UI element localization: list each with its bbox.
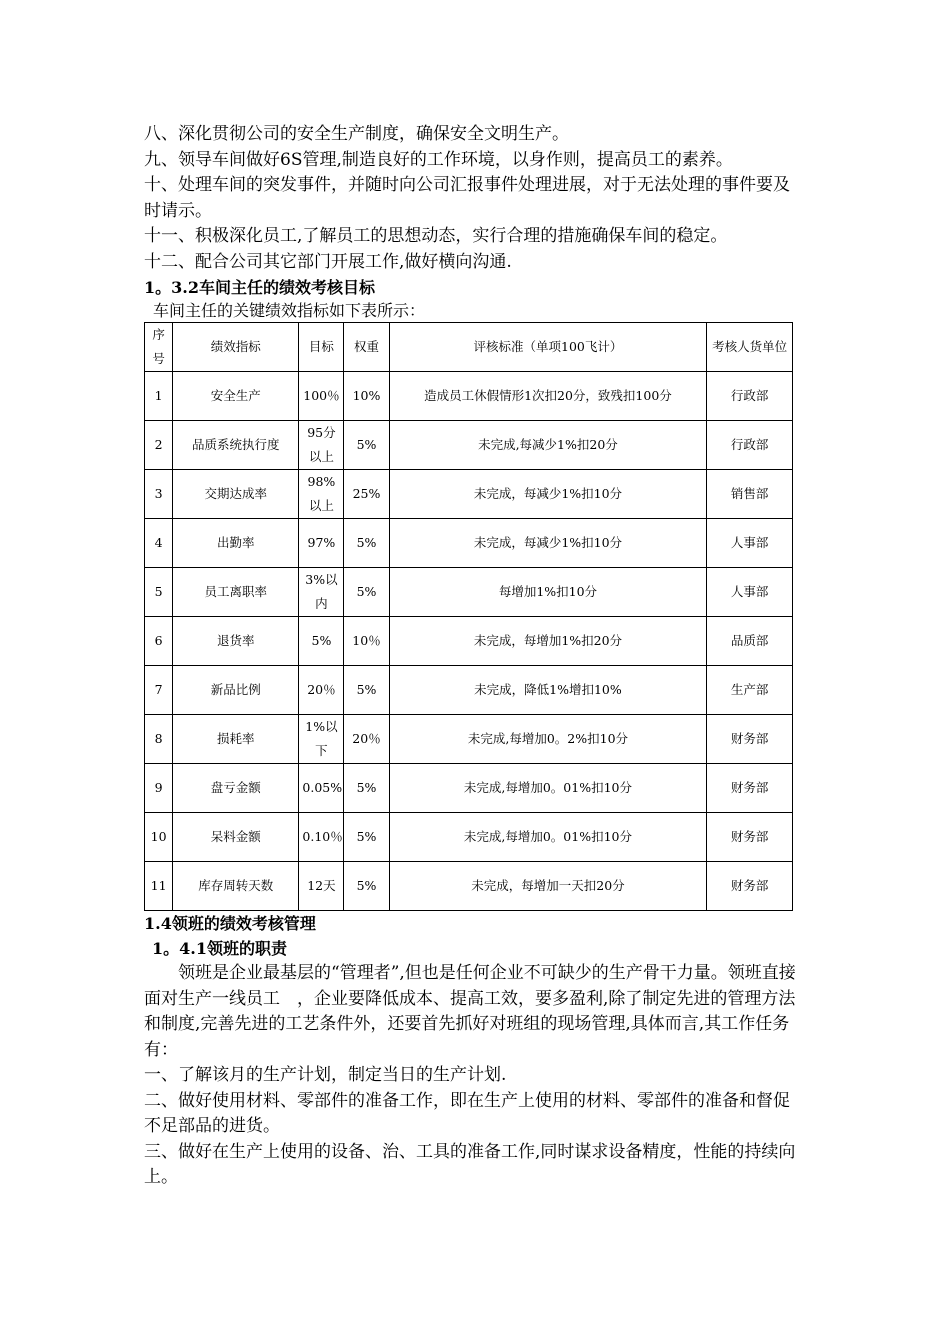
cell-target: 3%以内 [299,568,344,617]
cell-index: 11 [145,862,173,911]
top-duties-list [144,122,806,275]
header-department: 考核人货单位 [707,323,793,372]
header-criteria: 评核标准（单项100飞计） [389,323,707,372]
table-row [145,421,793,470]
task-item-3: 三、做好在生产上使用的设备、治、工具的准备工作,同时谋求设备精度，性能的持续向上。 [144,1141,796,1187]
table-row [145,862,793,911]
cell-weight: 10% [344,372,389,421]
header-indicator: 绩效指标 [173,323,299,372]
cell-indicator: 新品比例 [173,666,299,715]
header-index: 序号 [145,323,173,372]
cell-criteria: 未完成,每增加0。01%扣10分 [389,764,707,813]
table-header-row [145,323,793,372]
cell-target: 20％ [299,666,344,715]
header-target: 目标 [299,323,344,372]
cell-criteria: 未完成,每增加0。2%扣10分 [389,715,707,764]
cell-index: 8 [145,715,173,764]
cell-indicator: 安全生产 [173,372,299,421]
task-item-2: 二、做好使用材料、零部件的准备工作，即在生产上使用的材料、零部件的准备和督促不足部品的进货。 [144,1090,790,1136]
duty-item-12: 十二、配合公司其它部门开展工作,做好横向沟通. [144,251,512,272]
table-row [145,813,793,862]
cell-criteria: 未完成,每减少1%扣20分 [389,421,707,470]
table-row [145,764,793,813]
cell-index: 5 [145,568,173,617]
table-row [145,519,793,568]
cell-index: 2 [145,421,173,470]
table-row [145,715,793,764]
cell-criteria: 未完成，每增加1%扣20分 [389,617,707,666]
cell-weight: 20％ [344,715,389,764]
cell-indicator: 出勤率 [173,519,299,568]
cell-department: 品质部 [707,617,793,666]
cell-target: 95分以上 [299,421,344,470]
cell-index: 7 [145,666,173,715]
cell-indicator: 呆料金额 [173,813,299,862]
cell-weight: 5% [344,862,389,911]
cell-weight: 5% [344,666,389,715]
cell-criteria: 未完成，降低1%增扣10% [389,666,707,715]
cell-target: 0.05% [299,764,344,813]
cell-department: 销售部 [707,470,793,519]
cell-indicator: 交期达成率 [173,470,299,519]
cell-index: 9 [145,764,173,813]
table-row [145,470,793,519]
cell-target: 100％ [299,372,344,421]
cell-criteria: 未完成,每增加0。01%扣10分 [389,813,707,862]
table-intro: 车间主任的关键绩效指标如下表所示： [153,301,426,320]
cell-indicator: 品质系统执行度 [173,421,299,470]
cell-weight: 10％ [344,617,389,666]
cell-criteria: 未完成，每增加一天扣20分 [389,862,707,911]
cell-department: 人事部 [707,519,793,568]
cell-department: 生产部 [707,666,793,715]
document-page [144,122,806,1191]
duty-item-8: 八、深化贯彻公司的安全生产制度，确保安全文明生产。 [144,124,569,144]
cell-index: 6 [145,617,173,666]
cell-department: 行政部 [707,372,793,421]
cell-criteria: 造成员工休假情形1次扣20分，致残扣100分 [389,372,707,421]
cell-department: 财务部 [707,862,793,911]
cell-weight: 5% [344,519,389,568]
section-body: 领班是企业最基层的“管理者”,但也是任何企业不可缺少的生产骨干力量。领班直接面对生产一线员工 ，企业要降低成本、提高工效，要多盈利,除了制定先进的管理方法和制度,完善先进的工艺条件外，还要首先抓好对班组的现场管理,具体而言,其工作任务有： [144,963,796,1060]
table-row [145,617,793,666]
cell-target: 5% [299,617,344,666]
cell-target: 97% [299,519,344,568]
cell-weight: 5% [344,813,389,862]
task-item-1: 一、了解该月的生产计划，制定当日的生产计划. [144,1065,507,1085]
cell-weight: 25% [344,470,389,519]
cell-indicator: 退货率 [173,617,299,666]
cell-index: 1 [145,372,173,421]
section-heading-1-3-2: 1。3.2车间主任的绩效考核目标 [144,278,375,297]
duty-item-10: 十、处理车间的突发事件，并随时向公司汇报事件处理进展，对于无法处理的事件要及时请示。 [144,175,790,221]
cell-target: 1%以下 [299,715,344,764]
cell-index: 3 [145,470,173,519]
cell-target: 0.10％ [299,813,344,862]
cell-indicator: 盘亏金额 [173,764,299,813]
cell-target: 98%以上 [299,470,344,519]
duty-item-9: 九、领导车间做好6S管理,制造良好的工作环境，以身作则，提高员工的素养。 [144,149,733,170]
table-row [145,568,793,617]
cell-criteria: 未完成，每减少1%扣10分 [389,519,707,568]
cell-department: 财务部 [707,715,793,764]
table-row [145,666,793,715]
cell-department: 财务部 [707,764,793,813]
duty-item-11: 十一、积极深化员工,了解员工的思想动态，实行合理的措施确保车间的稳定。 [144,226,728,246]
cell-criteria: 每增加1%扣10分 [389,568,707,617]
cell-indicator: 库存周转天数 [173,862,299,911]
cell-department: 人事部 [707,568,793,617]
cell-criteria: 未完成，每减少1%扣10分 [389,470,707,519]
cell-target: 12天 [299,862,344,911]
cell-index: 4 [145,519,173,568]
cell-index: 10 [145,813,173,862]
cell-department: 行政部 [707,421,793,470]
header-weight: 权重 [344,323,389,372]
cell-department: 财务部 [707,813,793,862]
kpi-table [144,322,793,911]
cell-weight: 5% [344,421,389,470]
section-heading-1-4-1: 1。4.1领班的职责 [152,939,287,958]
cell-indicator: 损耗率 [173,715,299,764]
cell-indicator: 员工离职率 [173,568,299,617]
section-heading-1-4: 1.4领班的绩效考核管理 [144,914,316,933]
cell-weight: 5% [344,764,389,813]
cell-weight: 5% [344,568,389,617]
table-row [145,372,793,421]
